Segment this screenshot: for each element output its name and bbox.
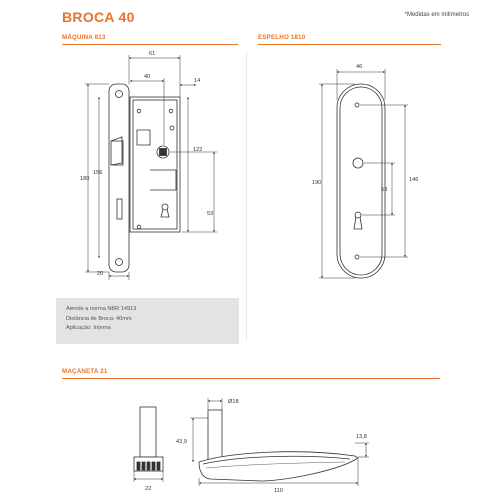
dim-maquina-156: 156 [93, 170, 103, 176]
dim-maquina-40: 40 [144, 74, 151, 80]
info-norma: Atende a norma NBR 14913 [66, 306, 137, 312]
handle-side-drawing [134, 407, 163, 471]
section-title-espelho: ESPELHO 1810 [258, 34, 306, 41]
dim-espelho-146: 146 [409, 177, 419, 183]
handle-front-drawing [199, 410, 358, 481]
dim-maquina-20: 20 [97, 271, 104, 277]
escutcheon-drawing [337, 84, 388, 278]
dim-macaneta-439: 43,9 [176, 439, 187, 445]
dim-espelho-53: 53 [381, 187, 388, 193]
dim-maquina-180: 180 [80, 176, 90, 182]
info-aplicacao: Aplicação: Interna [66, 325, 111, 332]
page-title: BROCA 40 [62, 9, 135, 25]
section-title-macaneta: MAÇANETA 21 [62, 368, 108, 375]
dim-maquina-122: 122 [193, 147, 203, 153]
dim-espelho-46: 46 [356, 64, 363, 70]
dim-macaneta-138: 13,8 [356, 434, 367, 440]
dim-macaneta-22: 22 [145, 486, 152, 492]
dim-espelho-190: 190 [312, 180, 322, 186]
section-title-maquina: MÁQUINA 813 [62, 34, 106, 41]
dim-maquina-61: 61 [149, 51, 156, 57]
dim-macaneta-d18: Ø18 [228, 399, 239, 405]
dim-macaneta-110: 110 [274, 488, 283, 494]
info-broca: Distância de Broca: 40mm [66, 315, 132, 322]
dim-maquina-53: 53 [207, 211, 214, 217]
lock-body-drawing [109, 84, 180, 272]
measurement-note: *Medidas em milímetros [404, 12, 469, 18]
dim-maquina-14: 14 [194, 78, 201, 84]
